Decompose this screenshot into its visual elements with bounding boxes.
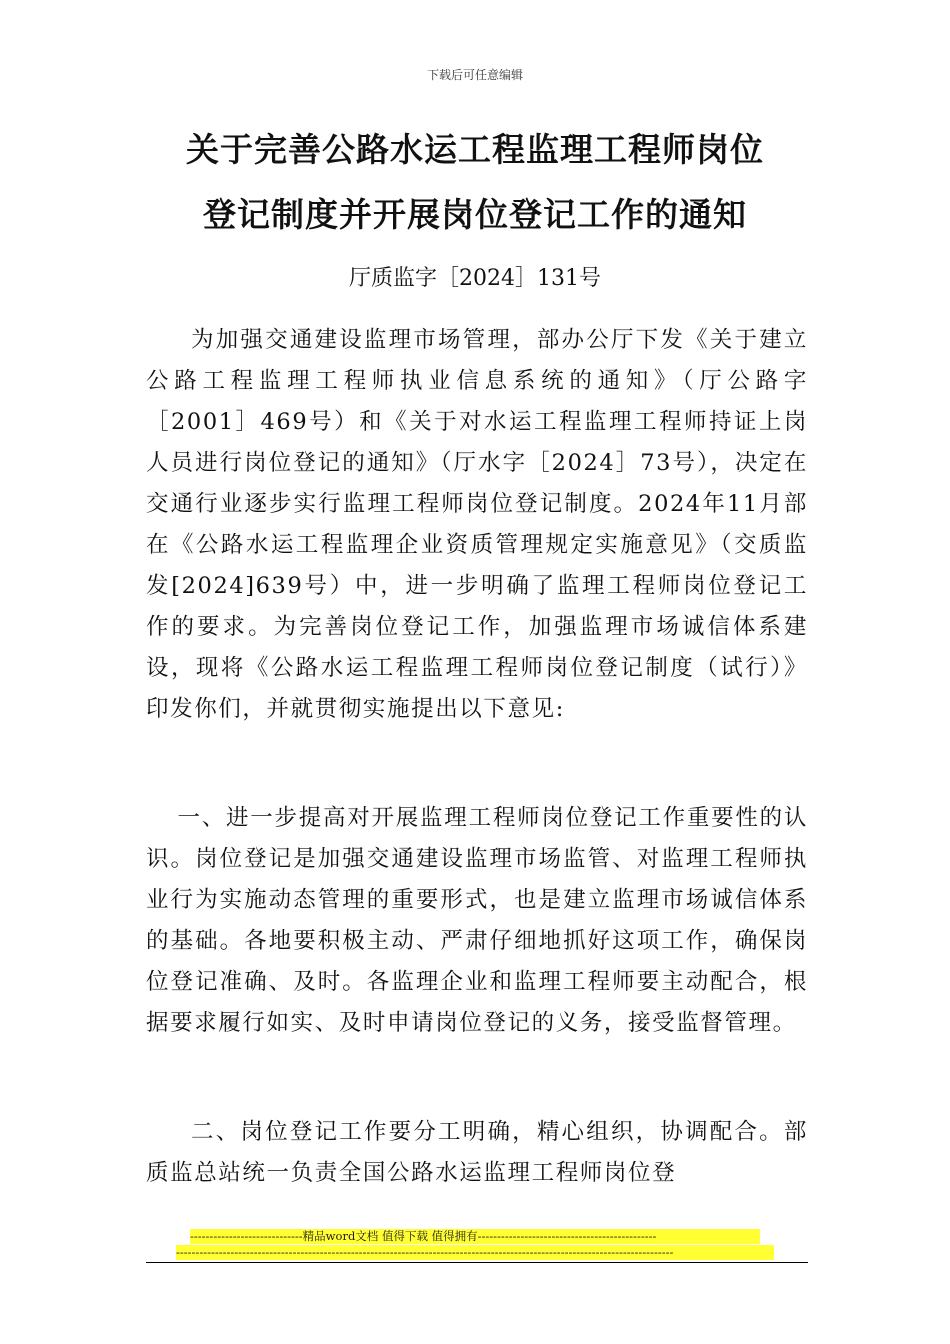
document-title-line-2: 登记制度并开展岗位登记工作的通知: [203, 195, 747, 234]
paragraph-section-2: 二、岗位登记工作要分工明确，精心组织，协调配合。部质监总站统一负责全国公路水运监理工程师岗位登: [146, 1119, 808, 1186]
paragraph-intro: 为加强交通建设监理市场管理，部办公厅下发《关于建立公路工程监理工程师执业信息系统的通知》（厅公路字［2001］469号）和《关于对水运工程监理工程师持证上岗人员进行岗位登记的通知》（厅水字［2024］73号），决定在交通行业逐步实行监理工程师岗位登记制度。2024年11月部在《公路水运工程监理企业资质管理规定实施意见》（交质监发[2024]639号）中，进一步明确了监理工程师岗位登记工作的要求。为完善岗位登记工作，加强监理市场诚信体系建设，现将《公路水运工程监理工程师岗位登记制度（试行）》印发你们，并就贯彻实施提出以下意见:: [146, 327, 808, 722]
document-number: 厅质监字［2024］131号: [349, 266, 601, 291]
footer-divider: [146, 1262, 808, 1263]
footer-watermark-line-2: --------------------------------------------------------------------------------------------------------------------------------: [176, 1245, 774, 1260]
footer-watermark-line-1: -----------------------------精品word文档 值得下载 值得拥有----------------------------------------------: [190, 1229, 760, 1244]
header-note: 下载后可任意编辑: [426, 68, 523, 82]
document-title-line-1: 关于完善公路水运工程监理工程师岗位: [186, 130, 764, 169]
paragraph-section-1: 一、进一步提高对开展监理工程师岗位登记工作重要性的认识。岗位登记是加强交通建设监理市场监管、对监理工程师执业行为实施动态管理的重要形式，也是建立监理市场诚信体系的基础。各地要积极主动、严肃仔细地抓好这项工作，确保岗位登记准确、及时。各监理企业和监理工程师要主动配合，根据要求履行如实、及时申请岗位登记的义务，接受监督管理。: [146, 805, 808, 1036]
